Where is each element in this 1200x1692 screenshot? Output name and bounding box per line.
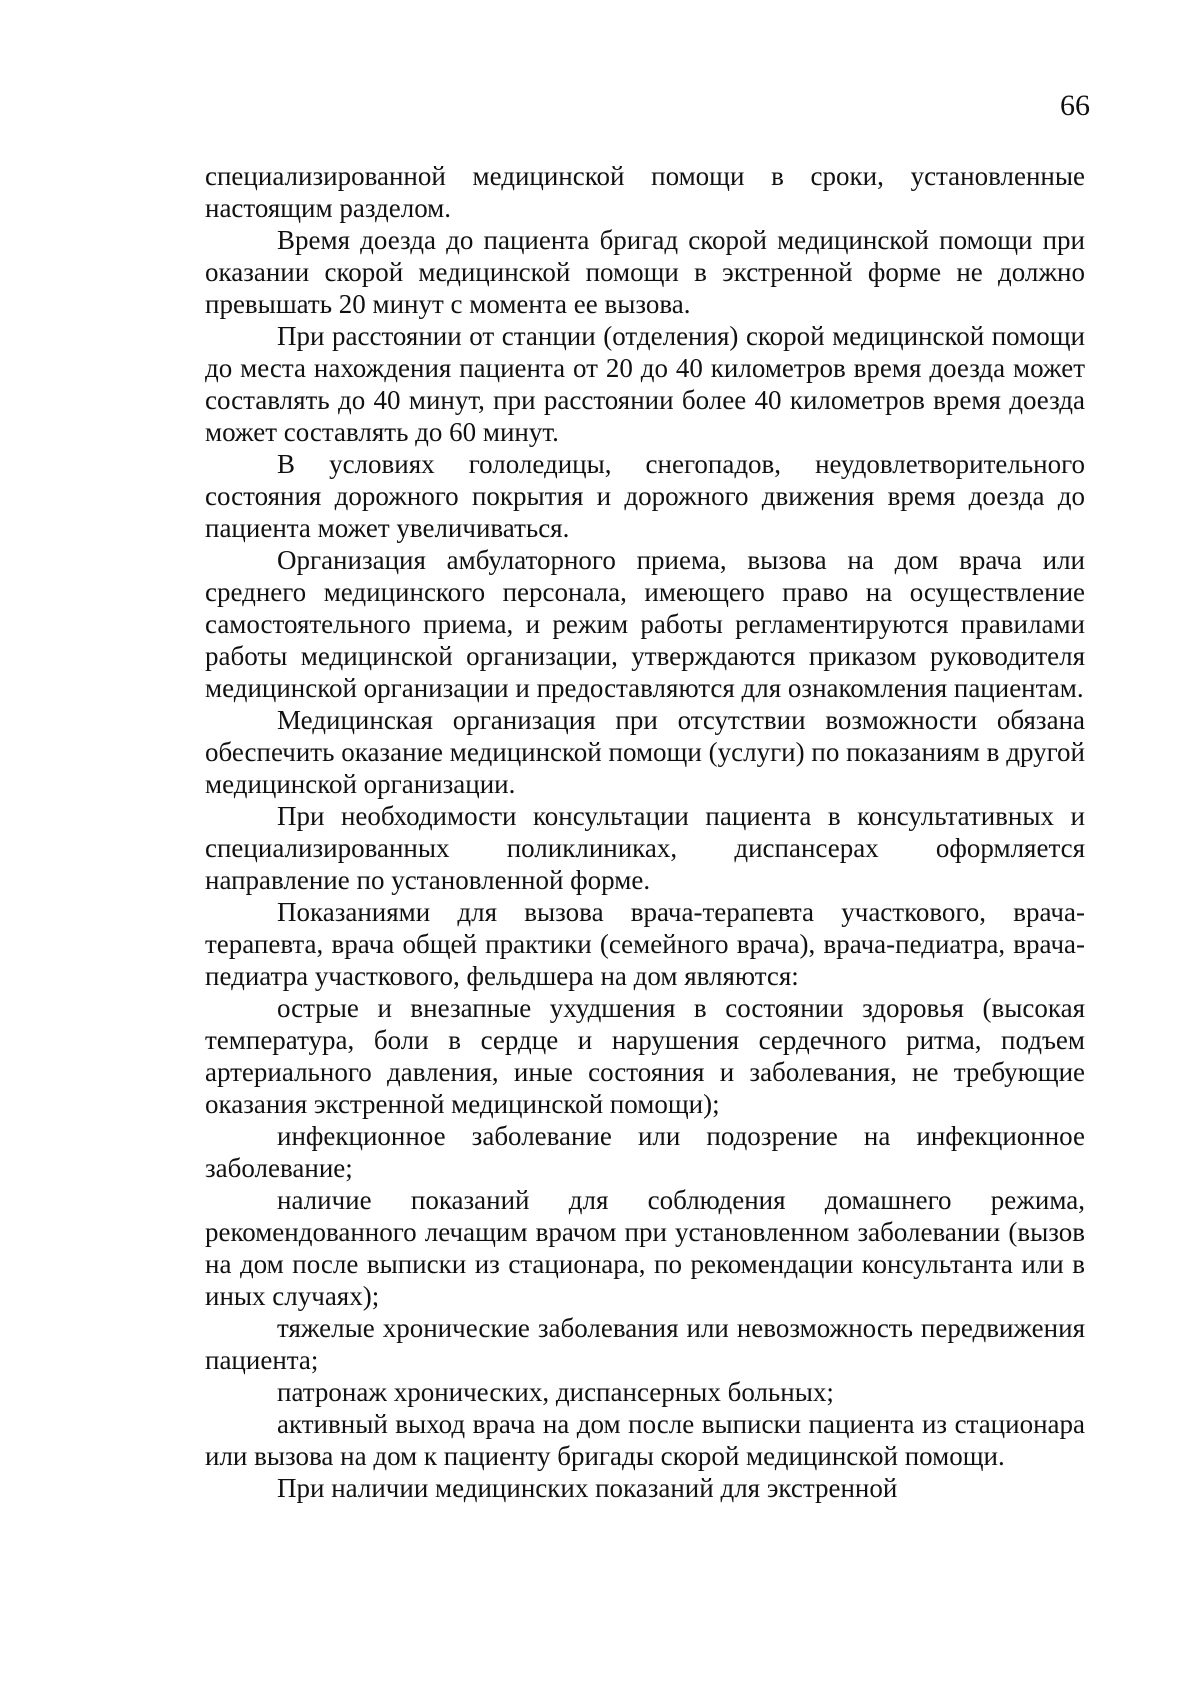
paragraph-emergency-indications: При наличии медицинских показаний для экстренной xyxy=(277,1473,898,1503)
document-body xyxy=(205,160,1085,1504)
list-item-patronage: патронаж хронических, диспансерных больных; xyxy=(277,1377,834,1407)
paragraph-other-organization: Медицинская организация при отсутствии возможности обязана обеспечить оказание медицинской помощи (услуги) по показаниям в другой медицинской организации. xyxy=(205,705,1085,799)
list-item-acute-deterioration: острые и внезапные ухудшения в состоянии здоровья (высокая температура, боли в сердце и нарушения сердечного ритма, подъем артериального давления, иные состояния и заболевания, не требующие оказания экстренной медицинской помощи); xyxy=(205,993,1085,1119)
list-item-infectious-disease: инфекционное заболевание или подозрение на инфекционное заболевание; xyxy=(205,1121,1085,1183)
paragraph-continuation: специализированной медицинской помощи в сроки, установленные настоящим разделом. xyxy=(205,161,1085,223)
list-item-active-visit: активный выход врача на дом после выписки пациента из стационара или вызова на дом к пациенту бригады скорой медицинской помощи. xyxy=(205,1409,1085,1471)
page-number: 66 xyxy=(1060,89,1090,122)
paragraph-home-call-indications: Показаниями для вызова врача-терапевта участкового, врача-терапевта, врача общей практики (семейного врача), врача-педиатра, врача-педиатра участкового, фельдшера на дом являются: xyxy=(205,897,1085,991)
paragraph-outpatient-organization: Организация амбулаторного приема, вызова на дом врача или среднего медицинского персонала, имеющего право на осуществление самостоятельного приема, и режим работы регламентируются правилами работы медицинской организации, утверждаются приказом руководителя медицинской организации и предоставляются для ознакомления пациентам. xyxy=(205,545,1085,703)
paragraph-consultation-referral: При необходимости консультации пациента в консультативных и специализированных поликлиниках, диспансерах оформляется направление по установленной форме. xyxy=(205,801,1085,895)
list-item-home-regimen: наличие показаний для соблюдения домашнего режима, рекомендованного лечащим врачом при установленном заболевании (вызов на дом после выписки из стационара, по рекомендации консультанта или в иных случаях); xyxy=(205,1185,1085,1311)
paragraph-weather-conditions: В условиях гололедицы, снегопадов, неудовлетворительного состояния дорожного покрытия и дорожного движения время доезда до пациента может увеличиваться. xyxy=(205,449,1085,543)
paragraph-ambulance-arrival-time: Время доезда до пациента бригад скорой медицинской помощи при оказании скорой медицинской помощи в экстренной форме не должно превышать 20 минут с момента ее вызова. xyxy=(205,225,1085,319)
list-item-chronic-diseases: тяжелые хронические заболевания или невозможность передвижения пациента; xyxy=(205,1313,1085,1375)
paragraph-distance-arrival-time: При расстоянии от станции (отделения) скорой медицинской помощи до места нахождения пациента от 20 до 40 километров время доезда может составлять до 40 минут, при расстоянии более 40 километров время доезда может составлять до 60 минут. xyxy=(205,321,1085,447)
